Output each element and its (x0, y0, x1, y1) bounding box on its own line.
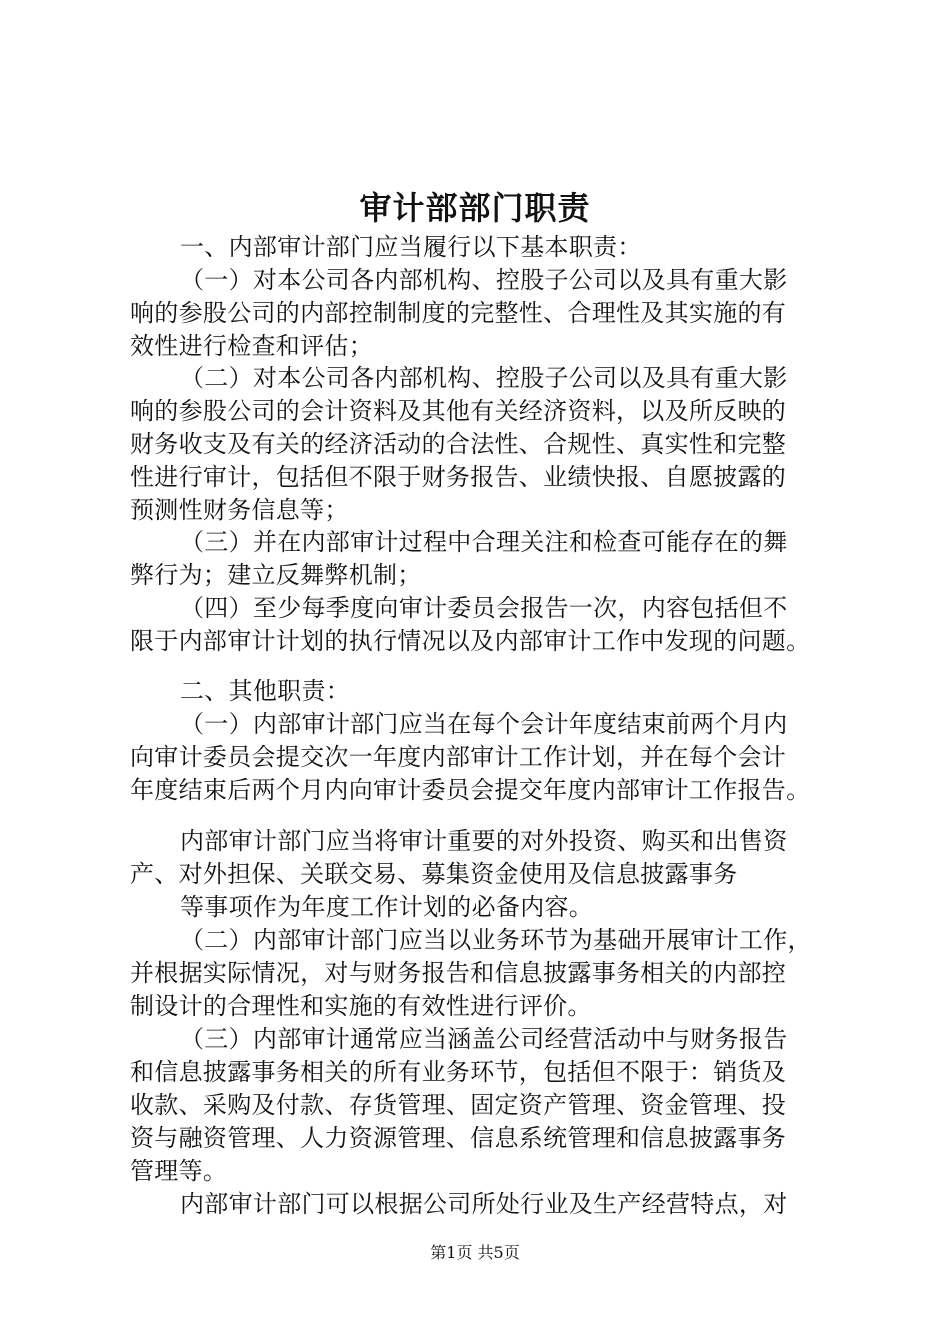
body-line: 限于内部审计计划的执行情况以及内部审计工作中发现的问题。 (130, 627, 811, 655)
body-line: 等事项作为年度工作计划的必备内容。 (180, 893, 594, 921)
body-line: 管理等。 (130, 1157, 228, 1185)
body-line: （三）内部审计通常应当涵盖公司经营活动中与财务报告 (180, 1025, 788, 1053)
body-line: 制设计的合理性和实施的有效性进行评价。 (130, 992, 592, 1020)
body-line: 产、对外担保、关联交易、募集资金使用及信息披露事务 (130, 860, 738, 888)
document-title: 审计部部门职责 (359, 189, 591, 227)
page-number-footer: 第1页 共5页 (430, 1243, 520, 1262)
body-line: 并根据实际情况，对与财务报告和信息披露事务相关的内部控 (130, 959, 787, 987)
body-line: 内部审计部门应当将审计重要的对外投资、购买和出售资 (180, 827, 788, 855)
body-line: （二）内部审计部门应当以业务环节为基础开展审计工作， (180, 926, 812, 954)
body-line: 年度结束后两个月内向审计委员会提交年度内部审计工作报告。 (130, 776, 811, 804)
body-line: 响的参股公司的内部控制制度的完整性、合理性及其实施的有 (130, 299, 787, 327)
body-line: 响的参股公司的会计资料及其他有关经济资料，以及所反映的 (130, 397, 787, 425)
body-line: 资与融资管理、人力资源管理、信息系统管理和信息披露事务 (130, 1124, 787, 1152)
body-line: （二）对本公司各内部机构、控股子公司以及具有重大影 (180, 364, 788, 392)
body-line: （四）至少每季度向审计委员会报告一次，内容包括但不 (180, 594, 788, 622)
body-line: 弊行为；建立反舞弊机制； (130, 561, 422, 589)
body-line: 一、内部审计部门应当履行以下基本职责： (180, 233, 642, 261)
section-heading: 二、其他职责： (180, 677, 351, 705)
body-line: 预测性财务信息等； (130, 496, 349, 524)
body-line: 性进行审计，包括但不限于财务报告、业绩快报、自愿披露的 (130, 463, 787, 491)
body-line: （三）并在内部审计过程中合理关注和检查可能存在的舞 (180, 528, 788, 556)
body-line: 效性进行检查和评估； (130, 332, 373, 360)
body-line: 和信息披露事务相关的所有业务环节，包括但不限于：销货及 (130, 1058, 787, 1086)
body-line: 内部审计部门可以根据公司所处行业及生产经营特点，对 (180, 1190, 788, 1218)
body-line: （一）对本公司各内部机构、控股子公司以及具有重大影 (180, 266, 788, 294)
body-line: 向审计委员会提交次一年度内部审计工作计划，并在每个会计 (130, 743, 787, 771)
body-line: 财务收支及有关的经济活动的合法性、合规性、真实性和完整 (130, 430, 787, 458)
body-line: （一）内部审计部门应当在每个会计年度结束前两个月内 (180, 710, 788, 738)
body-line: 收款、采购及付款、存货管理、固定资产管理、资金管理、投 (130, 1091, 787, 1119)
